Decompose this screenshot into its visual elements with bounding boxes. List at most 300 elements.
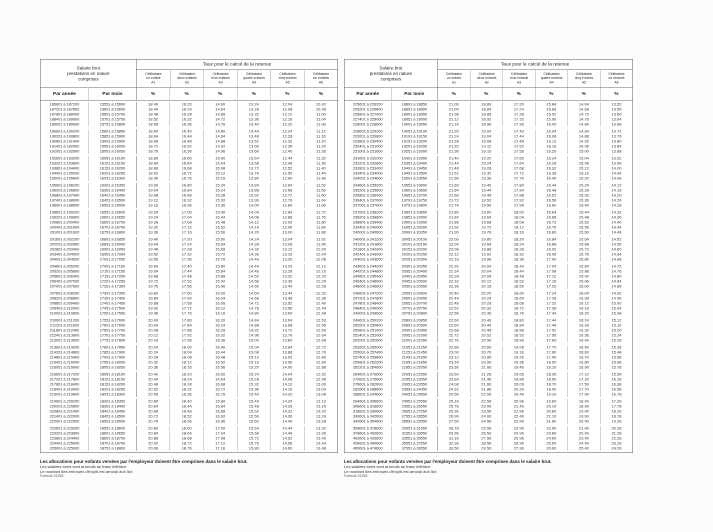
cell-rate-a4: 16.32 [535,166,568,171]
percent-header: % [237,88,271,100]
cell-rate-a1: 20.40 [136,372,170,377]
cell-monthly-range: 17601 à 17650 [88,323,136,328]
cell-monthly-range: 21051 à 21250 [391,345,437,350]
cell-rate-a1: 21.28 [437,139,470,144]
cell-rate-a6: 13.08 [304,392,338,397]
cell-rate-a1: 18.44 [136,107,170,112]
cell-monthly-range: 19301 à 19350 [391,156,437,161]
row-group [345,156,633,181]
cell-rate-a6: 21.28 [600,431,633,436]
cell-rate-a4: 14.92 [237,328,271,333]
cell-rate-a6: 11.12 [304,129,338,134]
cell-rate-a1: 20.08 [136,328,170,333]
cell-rate-a2: 19.76 [470,230,503,235]
percent-header: % [502,88,535,100]
cell-rate-a5: 15.36 [567,198,600,203]
cell-rate-a6: 13.04 [304,387,338,392]
cell-rate-a5: 13.24 [270,264,304,269]
cell-annual-range: 229801 à 230400 [352,139,383,144]
cell-rate-a4: 16.76 [535,225,568,230]
cell-rate-a1: 21.08 [437,112,470,117]
cell-annual-range: 225601 à 226200 [352,102,383,107]
cell-rate-a3: 15.16 [203,176,237,181]
cell-monthly-range: 16201 à 16250 [88,171,136,176]
cell-rate-a5: 15.44 [567,210,600,215]
cell-rate-a5: 14.76 [567,117,600,122]
cell-annual-range: 223801 à 224400 [49,436,80,441]
cell-rate-a5: 14.72 [567,112,600,117]
cell-rate-a5: 15.24 [567,183,600,188]
cell-rate-a5: 12.28 [270,134,304,139]
cell-rate-a2: 17.08 [170,220,204,225]
cell-rate-a3: 19.06 [502,345,535,350]
cell-rate-a5: 13.96 [270,360,304,365]
cell-rate-a5: 13.44 [270,291,304,296]
cell-rate-a4: 26.60 [535,446,568,451]
cell-rate-a2: 17.52 [170,279,204,284]
cell-rate-a2: 20.76 [470,350,503,355]
column-header-a6 [600,70,632,88]
cell-rate-a1: 23.12 [437,355,470,360]
cell-rate-a2: 18.80 [470,102,503,107]
cell-annual-range: 205201 à 205800 [49,269,80,274]
cell-annual-range: 246001 à 246600 [352,284,383,289]
cell-rate-a1: 21.72 [437,198,470,203]
cell-rate-a2: 17.76 [170,311,204,316]
cell-rate-a5: 20.40 [567,419,600,424]
cell-rate-a2: 17.68 [170,301,204,306]
cell-rate-a6: 12.36 [304,296,338,301]
cell-annual-range: 186601 à 187200 [49,102,80,107]
cell-monthly-range: 19051 à 19100 [391,129,437,134]
cell-rate-a1: 22.64 [437,323,470,328]
column-header-line: A2 [185,80,190,85]
cell-rate-a6: 15.78 [600,365,633,370]
column-header-a6 [304,70,337,88]
rates-title: Taux pour le calcul de la retenue [438,60,633,71]
cell-rate-a1: 22.00 [437,237,470,242]
column-header-line: trois enfants [211,76,230,81]
cell-annual-range: 223201 à 223800 [49,431,80,436]
cell-rate-a2: 20.08 [470,274,503,279]
cell-annual-range: 206401 à 207000 [49,279,80,284]
cell-rate-a4: 15.64 [237,426,271,431]
cell-monthly-range: 18251 à 18300 [88,392,136,397]
cell-rate-a3: 15.96 [203,284,237,289]
cell-monthly-range: 15801 à 15850 [88,129,136,134]
cell-rate-a3: 17.68 [502,166,535,171]
column-header-line: A3 [218,80,223,85]
cell-rate-a4: 14.52 [237,274,271,279]
cell-rate-a1: 21.76 [437,203,470,208]
cell-rate-a4: 15.48 [237,404,271,409]
row-group [41,291,338,316]
table-row [345,284,633,289]
cell-rate-a2: 17.72 [170,306,204,311]
cell-rate-a1: 22.16 [437,257,470,262]
cell-rate-a3: 18.68 [502,301,535,306]
cell-monthly-range: 17401 à 17450 [88,301,136,306]
cell-monthly-range: 17001 à 17050 [88,257,136,262]
cell-rate-a6: 13.36 [304,431,338,436]
cell-rate-a6: 15.68 [600,360,633,365]
cell-rate-a4: 14.84 [237,318,271,323]
cell-rate-a5: 15.84 [567,264,600,269]
column-header-line: un enfant [146,76,161,81]
cell-rate-a3: 16.56 [203,365,237,370]
cell-annual-range: 210601 à 211200 [49,318,80,323]
cell-annual-range: 342601 à 354600 [352,419,383,424]
cell-rate-a2: 16.40 [170,129,204,134]
cell-rate-a1: 22.24 [437,269,470,274]
cell-rate-a4: 19.10 [535,392,568,397]
cell-rate-a3: 15.28 [203,193,237,198]
cell-rate-a2: 18.72 [170,441,204,446]
cell-annual-range: 200401 à 201000 [49,225,80,230]
cell-annual-range: 246601 à 247200 [352,291,383,296]
cell-rate-a2: 19.96 [470,257,503,262]
cell-rate-a6: 14.00 [600,166,633,171]
cell-monthly-range: 18401 à 18450 [88,409,136,414]
cell-rate-a6: 12.44 [304,306,338,311]
cell-rate-a5: 15.76 [567,252,600,257]
row-group [41,129,338,154]
cell-rate-a4: 15.88 [535,107,568,112]
cell-rate-a6: 12.20 [304,274,338,279]
cell-rate-a5: 17.90 [567,392,600,397]
cell-annual-range: 378601 à 402600 [352,431,383,436]
cell-rate-a1: 21.56 [437,176,470,181]
cell-rate-a6: 13.32 [304,426,338,431]
tax-table [344,59,633,453]
cell-monthly-range: 18601 à 18650 [88,431,136,436]
cell-rate-a3: 17.56 [502,149,535,154]
cell-monthly-range: 18801 à 18850 [391,102,437,107]
cell-monthly-range: 19801 à 19850 [391,210,437,215]
cell-rate-a6: 12.28 [304,284,338,289]
cell-rate-a2: 18.88 [470,112,503,117]
table-body [41,101,338,453]
cell-monthly-range: 20551 à 20600 [391,291,437,296]
cell-rate-a4: 16.28 [535,161,568,166]
cell-rate-a6: 14.64 [600,252,633,257]
cell-rate-a6: 17.78 [600,404,633,409]
cell-rate-a5: 12.12 [270,112,304,117]
cell-annual-range: 244201 à 244800 [352,269,383,274]
cell-rate-a6: 15.00 [600,301,633,306]
cell-rate-a5: 16.12 [567,301,600,306]
cell-rate-a2: 16.84 [170,188,204,193]
cell-rate-a1: 21.04 [437,107,470,112]
cell-rate-a6: 13.28 [304,419,338,424]
cell-rate-a4: 13.56 [237,144,271,149]
cell-annual-range: 238201 à 238800 [352,215,383,220]
cell-rate-a6: 18.78 [600,414,633,419]
cell-monthly-range: 20951 à 21000 [391,333,437,338]
row-group [41,210,338,235]
cell-annual-range: 191401 à 192000 [49,144,80,149]
cell-rate-a6: 13.16 [304,404,338,409]
cell-rate-a3: 14.96 [203,149,237,154]
cell-rate-a2: 21.46 [470,377,503,382]
cell-annual-range: 234001 à 234600 [352,176,383,181]
column-header-line: Célibataire [543,72,560,77]
cell-rate-a6: 13.60 [600,112,633,117]
cell-rate-a2: 18.36 [170,392,204,397]
cell-annual-range: 217801 à 218400 [49,382,80,387]
table-row [41,419,338,424]
cell-rate-a4: 13.92 [237,193,271,198]
cell-rate-a5: 17.50 [567,382,600,387]
cell-rate-a1: 21.12 [437,117,470,122]
cell-rate-a1: 22.48 [437,301,470,306]
cell-rate-a3: 18.16 [502,230,535,235]
cell-rate-a3: 19.16 [502,350,535,355]
cell-rate-a2: 17.16 [170,230,204,235]
cell-rate-a1: 18.56 [136,122,170,127]
cell-rate-a4: 14.36 [237,252,271,257]
cell-rate-a4: 17.70 [535,345,568,350]
cell-rate-a4: 13.64 [237,156,271,161]
cell-annual-range: 234601 à 235200 [352,183,383,188]
cell-rate-a6: 15.16 [600,323,633,328]
cell-rate-a2: 16.20 [170,102,204,107]
cell-rate-a4: 14.48 [237,269,271,274]
cell-rate-a6: 14.08 [600,176,633,181]
cell-rate-a6: 12.00 [304,247,338,252]
cell-rate-a3: 14.88 [203,139,237,144]
cell-rate-a5: 13.68 [270,323,304,328]
cell-rate-a2: 24.06 [470,414,503,419]
cell-rate-a2: 19.68 [470,220,503,225]
cell-rate-a3: 18.00 [502,210,535,215]
cell-rate-a1: 18.76 [136,149,170,154]
cell-rate-a3: 16.08 [203,301,237,306]
cell-rate-a5: 12.04 [270,102,304,107]
cell-rate-a3: 17.84 [502,188,535,193]
cell-annual-range: 190801 à 191400 [49,139,80,144]
cell-rate-a2: 16.32 [170,117,204,122]
cell-annual-range: 250801 à 251400 [352,328,383,333]
cell-rate-a6: 12.72 [304,345,338,350]
cell-rate-a5: 19.40 [567,409,600,414]
cell-rate-a1: 20.76 [136,419,170,424]
subheader-row [345,88,633,101]
cell-rate-a3: 16.76 [203,392,237,397]
column-header-line: Célibataire [478,72,495,77]
cell-rate-a3: 18.52 [502,279,535,284]
cell-monthly-range: 17951 à 18000 [88,360,136,365]
row-group [41,345,338,370]
cell-annual-range: 198601 à 199200 [49,210,80,215]
cell-rate-a5: 12.40 [270,149,304,154]
cell-rate-a5: 13.36 [270,279,304,284]
cell-monthly-range: 19501 à 19550 [391,176,437,181]
table-row [41,257,338,262]
cell-rate-a5: 12.68 [270,188,304,193]
cell-rate-a2: 20.28 [470,301,503,306]
cell-rate-a4: 13.48 [237,134,271,139]
cell-rate-a2: 19.04 [470,134,503,139]
cell-rate-a6: 11.64 [304,198,338,203]
table-row [41,311,338,316]
cell-rate-a3: 15.24 [203,188,237,193]
cell-rate-a4: 13.96 [237,198,271,203]
salary-header-line: prestations en nature [67,70,110,76]
cell-monthly-range: 16601 à 16650 [88,215,136,220]
column-header-line: A4 [251,80,257,85]
cell-monthly-range: 17501 à 17550 [88,311,136,316]
cell-rate-a1: 23.84 [437,377,470,382]
cell-annual-range: 235201 à 235800 [352,188,383,193]
cell-annual-range: 306601 à 318600 [352,404,383,409]
cell-rate-a3: 15.64 [203,242,237,247]
cell-rate-a3: 14.60 [203,102,237,107]
cell-rate-a2: 18.20 [170,372,204,377]
cell-rate-a2: 17.00 [170,210,204,215]
cell-annual-range: 255001 à 257400 [352,350,383,355]
cell-rate-a1: 19.04 [136,188,170,193]
cell-rate-a4: 13.88 [237,188,271,193]
cell-rate-a2: 18.28 [170,382,204,387]
cell-rate-a3: 16.72 [203,387,237,392]
cell-annual-range: 193201 à 193800 [49,161,80,166]
cell-monthly-range: 16151 à 16200 [88,166,136,171]
cell-rate-a6: 15.38 [600,345,633,350]
cell-rate-a6: 16.38 [600,382,633,387]
cell-annual-range: 262201 à 264600 [352,365,383,370]
percent-header: % [470,88,503,100]
cell-rate-a5: 12.24 [270,129,304,134]
cell-rate-a5: 14.52 [270,436,304,441]
cell-rate-a3: 18.76 [502,311,535,316]
cell-rate-a4: 17.90 [535,355,568,360]
cell-rate-a5: 15.72 [567,247,600,252]
cell-rate-a1: 32.36 [437,441,470,446]
cell-rate-a3: 26.96 [502,441,535,446]
cell-annual-range: 252001 à 252600 [352,338,383,343]
column-header-line: cinq enfants [278,76,297,81]
cell-annual-range: 195001 à 195600 [49,176,80,181]
cell-rate-a2: 18.48 [170,409,204,414]
column-header-line: Célibataire [575,72,593,77]
cell-monthly-range: 17701 à 17750 [88,333,136,338]
cell-annual-range: 194401 à 195000 [49,171,80,176]
cell-rate-a2: 18.12 [170,360,204,365]
cell-monthly-range: 19601 à 19650 [391,188,437,193]
cell-rate-a6: 13.72 [600,129,633,134]
cell-monthly-range: 19551 à 19600 [391,183,437,188]
cell-rate-a1: 21.96 [437,230,470,235]
cell-rate-a4: 14.20 [237,230,271,235]
cell-rate-a3: 18.64 [502,296,535,301]
cell-rate-a4: 15.52 [237,409,271,414]
cell-rate-a2: 22.56 [470,399,503,404]
cell-rate-a6: 14.56 [600,242,633,247]
cell-rate-a5: 16.04 [567,291,600,296]
cell-rate-a3: 17.88 [502,193,535,198]
cell-rate-a4: 13.68 [237,161,271,166]
cell-rate-a3: 17.20 [502,102,535,107]
cell-rate-a6: 11.44 [304,171,338,176]
cell-rate-a5: 13.20 [270,257,304,262]
cell-rate-a1: 18.64 [136,134,170,139]
cell-rate-a4: 14.44 [237,264,271,269]
column-header-line: A6 [318,80,324,85]
cell-rate-a6: 11.80 [304,220,338,225]
cell-rate-a2: 20.44 [470,323,503,328]
cell-rate-a6: 11.60 [304,193,338,198]
cell-rate-a2: 20.00 [470,264,503,269]
cell-rate-a6: 20.28 [600,426,633,431]
cell-annual-range: 219001 à 219600 [49,392,80,397]
cell-annual-range: 288601 à 294600 [352,392,383,397]
cell-rate-a4: 17.44 [535,318,568,323]
cell-rate-a3: 17.76 [502,176,535,181]
cell-annual-range: 189001 à 189600 [49,122,80,127]
cell-rate-a1: 19.92 [136,306,170,311]
cell-rate-a5: 14.40 [270,419,304,424]
cell-rate-a4: 18.70 [535,382,568,387]
table-row [41,230,338,235]
cell-rate-a4: 13.40 [237,122,271,127]
cell-rate-a5: 14.64 [567,102,600,107]
cell-rate-a1: 22.56 [437,311,470,316]
cell-rate-a5: 16.00 [567,284,600,289]
cell-rate-a1: 21.16 [437,122,470,127]
cell-rate-a5: 24.40 [567,441,600,446]
cell-rate-a6: 13.52 [600,102,633,107]
cell-rate-a1: 19.64 [136,269,170,274]
cell-rate-a6: 13.64 [600,117,633,122]
cell-annual-range: 216001 à 216600 [49,365,80,370]
column-header-a1 [438,70,470,88]
cell-rate-a5: 15.80 [567,257,600,262]
cell-rate-a2: 20.12 [470,279,503,284]
cell-rate-a1: 21.52 [437,171,470,176]
cell-rate-a1: 20.72 [136,414,170,419]
cell-annual-range: 188401 à 189000 [49,117,80,122]
cell-rate-a1: 20.00 [136,318,170,323]
cell-annual-range: 264601 à 270600 [352,372,383,377]
cell-monthly-range: 29551 à 31550 [391,426,437,431]
cell-monthly-range: 18101 à 18150 [88,377,136,382]
footer-form-number: Formule 21532 [40,474,64,478]
cell-annual-range: 236401 à 237000 [352,198,383,203]
cell-rate-a4: 15.68 [237,431,271,436]
cell-rate-a4: 16.72 [535,220,568,225]
cell-rate-a6: 11.72 [304,210,338,215]
cell-rate-a3: 17.72 [502,171,535,176]
cell-annual-range: 216601 à 217200 [49,372,80,377]
cell-rate-a1: 20.56 [136,392,170,397]
table-row [345,392,633,397]
cell-rate-a3: 17.24 [502,107,535,112]
row-group [345,426,633,451]
cell-rate-a6: 14.32 [600,210,633,215]
cell-rate-a1: 19.16 [136,203,170,208]
cell-rate-a2: 18.92 [470,117,503,122]
cell-rate-a6: 14.16 [600,188,633,193]
cell-rate-a4: 15.40 [237,392,271,397]
cell-annual-range: 203401 à 204000 [49,252,80,257]
cell-rate-a5: 14.04 [270,372,304,377]
cell-rate-a6: 14.04 [600,171,633,176]
cell-rate-a1: 33.56 [437,446,470,451]
cell-annual-range: 195601 à 196200 [49,183,80,188]
cell-annual-range: 230401 à 231000 [352,144,383,149]
par-annee-header: Par année [53,91,76,97]
